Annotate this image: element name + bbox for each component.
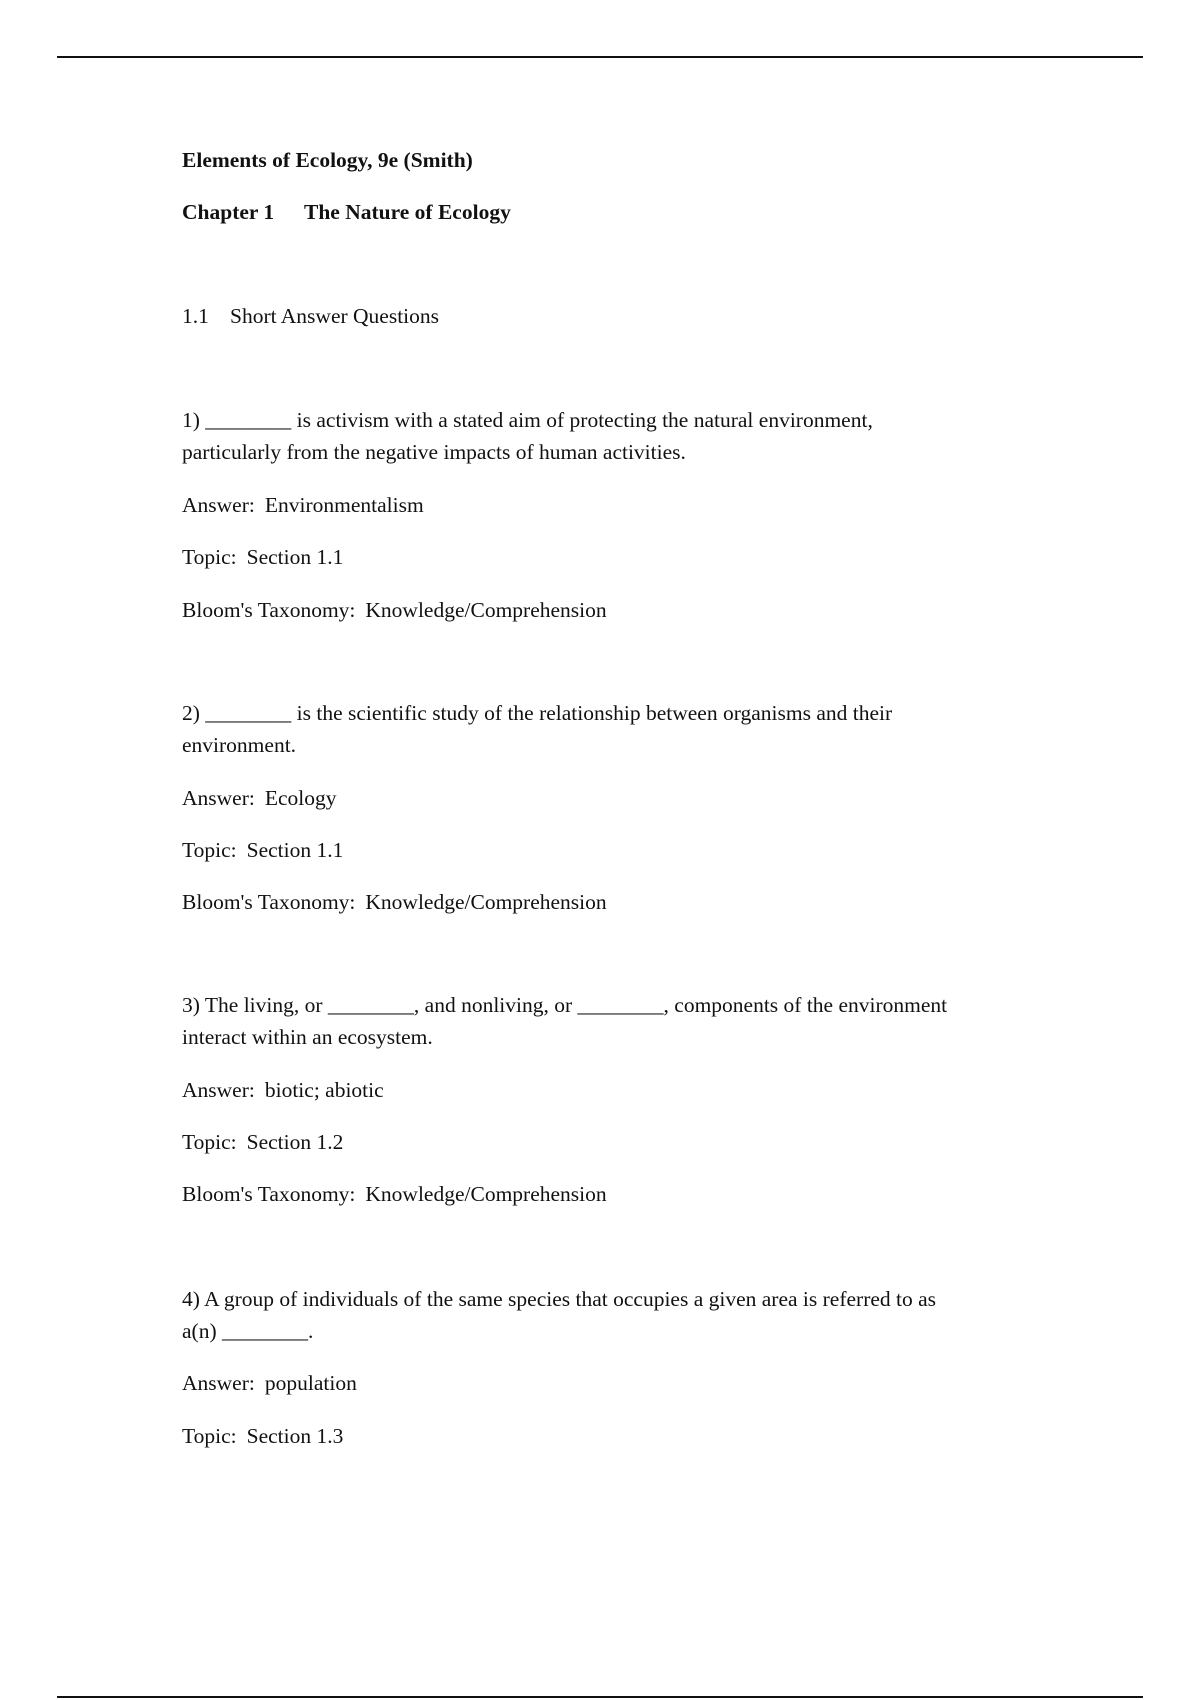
answer-label: Answer: xyxy=(182,786,255,810)
section-number: 1.1 xyxy=(182,304,209,328)
question-3-topic xyxy=(182,1126,343,1158)
question-1-answer xyxy=(182,489,424,521)
answer-value: biotic; abiotic xyxy=(264,1078,384,1102)
topic-label: Topic: xyxy=(182,1424,237,1448)
question-1-blooms xyxy=(182,594,607,626)
question-1-line-1: 1) ________ is activism with a stated aim of protecting the natural environment, xyxy=(182,408,873,432)
topic-label: Topic: xyxy=(182,1130,237,1154)
blooms-label: Bloom's Taxonomy: xyxy=(182,1182,356,1206)
chapter-label: Chapter 1 xyxy=(182,200,275,224)
question-1-topic xyxy=(182,541,343,573)
question-3-line-1: 3) The living, or ________, and nonliving, or ________, components of the environment xyxy=(182,993,948,1017)
question-3-line-2: interact within an ecosystem. xyxy=(182,1025,433,1049)
answer-label: Answer: xyxy=(182,493,255,517)
blooms-label: Bloom's Taxonomy: xyxy=(182,598,356,622)
topic-value: Section 1.2 xyxy=(246,1130,344,1154)
topic-label: Topic: xyxy=(182,838,237,862)
section-title: Short Answer Questions xyxy=(230,304,440,328)
topic-value: Section 1.1 xyxy=(246,545,344,569)
answer-value: population xyxy=(264,1371,357,1395)
book-title: Elements of Ecology, 9e (Smith) xyxy=(182,148,473,172)
question-4-line-1: 4) A group of individuals of the same species that occupies a given area is referred to as xyxy=(182,1287,937,1311)
question-3-blooms xyxy=(182,1178,607,1210)
blooms-value: Knowledge/Comprehension xyxy=(365,890,607,914)
question-4-topic xyxy=(182,1420,343,1452)
answer-value: Ecology xyxy=(264,786,337,810)
answer-value: Environmentalism xyxy=(264,493,424,517)
question-2-blooms xyxy=(182,886,607,918)
bottom-rule xyxy=(57,1696,1143,1698)
topic-value: Section 1.1 xyxy=(246,838,344,862)
topic-label: Topic: xyxy=(182,545,237,569)
top-rule xyxy=(57,56,1143,58)
question-1-line-2: particularly from the negative impacts of human activities. xyxy=(182,440,686,464)
question-3-answer xyxy=(182,1074,384,1106)
answer-label: Answer: xyxy=(182,1371,255,1395)
question-4-answer xyxy=(182,1367,357,1399)
question-4-line-2: a(n) ________. xyxy=(182,1319,314,1343)
chapter-heading xyxy=(182,196,511,228)
topic-value: Section 1.3 xyxy=(246,1424,344,1448)
section-heading xyxy=(182,300,439,332)
question-2-answer xyxy=(182,782,337,814)
question-2-line-2: environment. xyxy=(182,733,297,757)
chapter-title: The Nature of Ecology xyxy=(304,200,511,224)
blooms-value: Knowledge/Comprehension xyxy=(365,598,607,622)
blooms-value: Knowledge/Comprehension xyxy=(365,1182,607,1206)
question-2-topic xyxy=(182,834,343,866)
blooms-label: Bloom's Taxonomy: xyxy=(182,890,356,914)
answer-label: Answer: xyxy=(182,1078,255,1102)
question-2-line-1: 2) ________ is the scientific study of the relationship between organisms and their xyxy=(182,701,893,725)
